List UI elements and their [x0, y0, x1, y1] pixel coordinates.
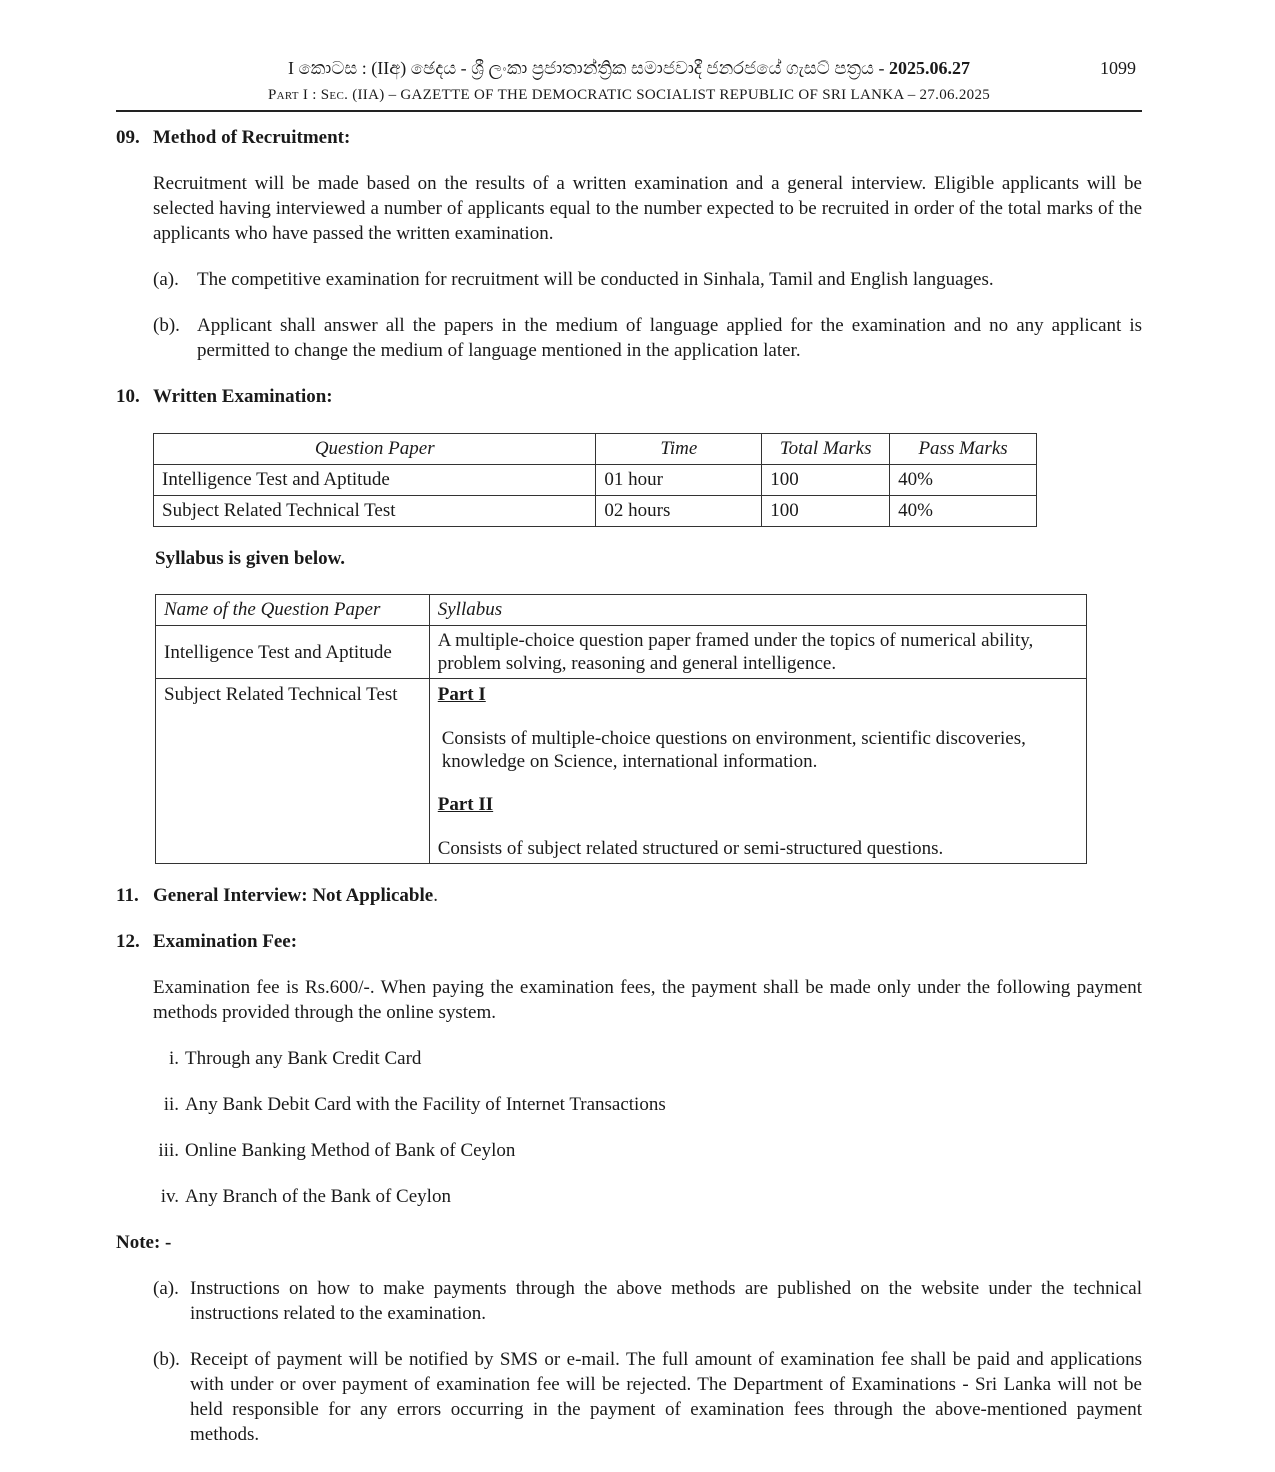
table-cell: 100: [762, 465, 890, 496]
method-text: Through any Bank Credit Card: [185, 1048, 422, 1069]
table-header-row: [156, 595, 1087, 626]
item-label: (b).: [153, 1349, 180, 1370]
item-label: (a).: [153, 269, 179, 290]
payment-method-3: [153, 1138, 753, 1163]
method-label: ii.: [163, 1094, 179, 1115]
column-header: Syllabus: [429, 595, 1086, 626]
column-header: Question Paper: [154, 434, 596, 465]
header-part-num: I :: [302, 87, 317, 103]
part-1-title: Part I: [437, 684, 486, 705]
section-9-item-b: [153, 313, 1142, 363]
section-10-heading: [116, 384, 333, 409]
table-cell: Intelligence Test and Aptitude: [156, 626, 430, 679]
header-sec-label: Sec.: [320, 87, 349, 103]
method-label: iv.: [160, 1186, 179, 1207]
header-sinhala-date: 2025.06.27: [888, 58, 970, 78]
section-12-title: Examination Fee:: [153, 931, 298, 952]
method-label: i.: [168, 1048, 179, 1069]
gazette-header: [116, 52, 1142, 112]
table-cell: [429, 679, 1086, 864]
section-11-heading: [116, 883, 438, 908]
section-9-intro: Recruitment will be made based on the results of a written examination and a general interview. Eligible applicants will be selected having interviewed a number of applicants equal to the number expected to be recruited in order of the total marks of the applicants who have passed the written examination.: [153, 173, 1142, 244]
payment-method-2: [153, 1092, 753, 1117]
item-label: (a).: [153, 1278, 179, 1299]
method-text: Any Bank Debit Card with the Facility of Internet Transactions: [185, 1094, 666, 1115]
item-text: Applicant shall answer all the papers in the medium of language applied for the examination and no any applicant is permitted to change the medium of language mentioned in the application later.: [197, 315, 1142, 361]
header-english-text: (IIA) – GAZETTE OF THE DEMOCRATIC SOCIALIST REPUBLIC OF SRI LANKA – 27.06.2025: [352, 87, 991, 103]
note-heading: Note: -: [116, 1232, 172, 1253]
method-label: iii.: [158, 1140, 179, 1161]
written-exam-table: [153, 433, 1037, 527]
note-item-b: [153, 1347, 1142, 1447]
item-text: Instructions on how to make payments through the above methods are published on the website under the technical instructions related to the examination.: [190, 1278, 1142, 1324]
payment-method-1: [153, 1046, 753, 1071]
payment-method-4: [153, 1184, 753, 1209]
header-part-label: Part: [267, 87, 299, 103]
table-row: [156, 679, 1087, 864]
header-sinhala-line: [116, 56, 1142, 81]
table-cell: 100: [762, 496, 890, 527]
section-9-item-a: [153, 267, 1142, 292]
column-header: Pass Marks: [890, 434, 1037, 465]
header-english-line: [116, 83, 1142, 108]
page-number: 1099: [1100, 58, 1136, 78]
section-10-number: 10.: [116, 386, 140, 407]
table-cell: 40%: [890, 496, 1037, 527]
table-cell: 01 hour: [596, 465, 762, 496]
part-2-text: Consists of subject related structured or semi-structured questions.: [437, 838, 944, 859]
section-11-number: 11.: [116, 885, 139, 906]
table-cell: Subject Related Technical Test: [156, 679, 430, 864]
column-header: Total Marks: [762, 434, 890, 465]
section-12-heading: [116, 929, 297, 954]
section-9-heading: [116, 125, 350, 150]
table-cell: 40%: [890, 465, 1037, 496]
section-10-title: Written Examination:: [153, 386, 333, 407]
section-9-number: 09.: [116, 127, 140, 148]
table-row: [156, 626, 1087, 679]
item-text: The competitive examination for recruitment will be conducted in Sinhala, Tamil and English languages.: [197, 269, 994, 290]
note-item-a: [153, 1276, 1142, 1326]
table-row: [154, 465, 1037, 496]
table-cell: A multiple-choice question paper framed under the topics of numerical ability, problem solving, reasoning and general intelligence.: [429, 626, 1086, 679]
table-header-row: [154, 434, 1037, 465]
section-12-intro: Examination fee is Rs.600/-. When paying the examination fees, the payment shall be made only under the following payment methods provided through the online system.: [153, 977, 1142, 1023]
method-text: Online Banking Method of Bank of Ceylon: [185, 1140, 516, 1161]
section-11-title: General Interview: Not Applicable: [153, 885, 434, 906]
part-1-text: Consists of multiple-choice questions on environment, scientific discoveries, knowledge on Science, international information.: [441, 728, 1026, 772]
header-sinhala-text: I කොටස : (IIඅ) ඡෙදය - ශ්‍රී ලංකා ප්‍රජාතාන්ත්‍රික සමාජවාදී ජනරජයේ ගැසට් පත්‍රය -: [288, 58, 885, 78]
section-11-trail: .: [433, 885, 438, 906]
part-2-title: Part II: [437, 794, 494, 815]
column-header: Name of the Question Paper: [156, 595, 430, 626]
syllabus-table: [155, 594, 1087, 864]
column-header: Time: [596, 434, 762, 465]
item-label: (b).: [153, 315, 180, 336]
item-text: Receipt of payment will be notified by SMS or e-mail. The full amount of examination fee shall be paid and applications with under or over payment of examination fee will be rejected. The Department of Examinations - Sri Lanka will not be held responsible for any errors occurring in the payment of examination fees through the above-mentioned payment methods.: [190, 1349, 1142, 1445]
section-9-title: Method of Recruitment:: [153, 127, 351, 148]
section-12-number: 12.: [116, 931, 140, 952]
table-cell: Intelligence Test and Aptitude: [154, 465, 596, 496]
method-text: Any Branch of the Bank of Ceylon: [185, 1186, 451, 1207]
table-cell: 02 hours: [596, 496, 762, 527]
syllabus-heading: Syllabus is given below.: [155, 548, 346, 569]
table-cell: Subject Related Technical Test: [154, 496, 596, 527]
table-row: [154, 496, 1037, 527]
